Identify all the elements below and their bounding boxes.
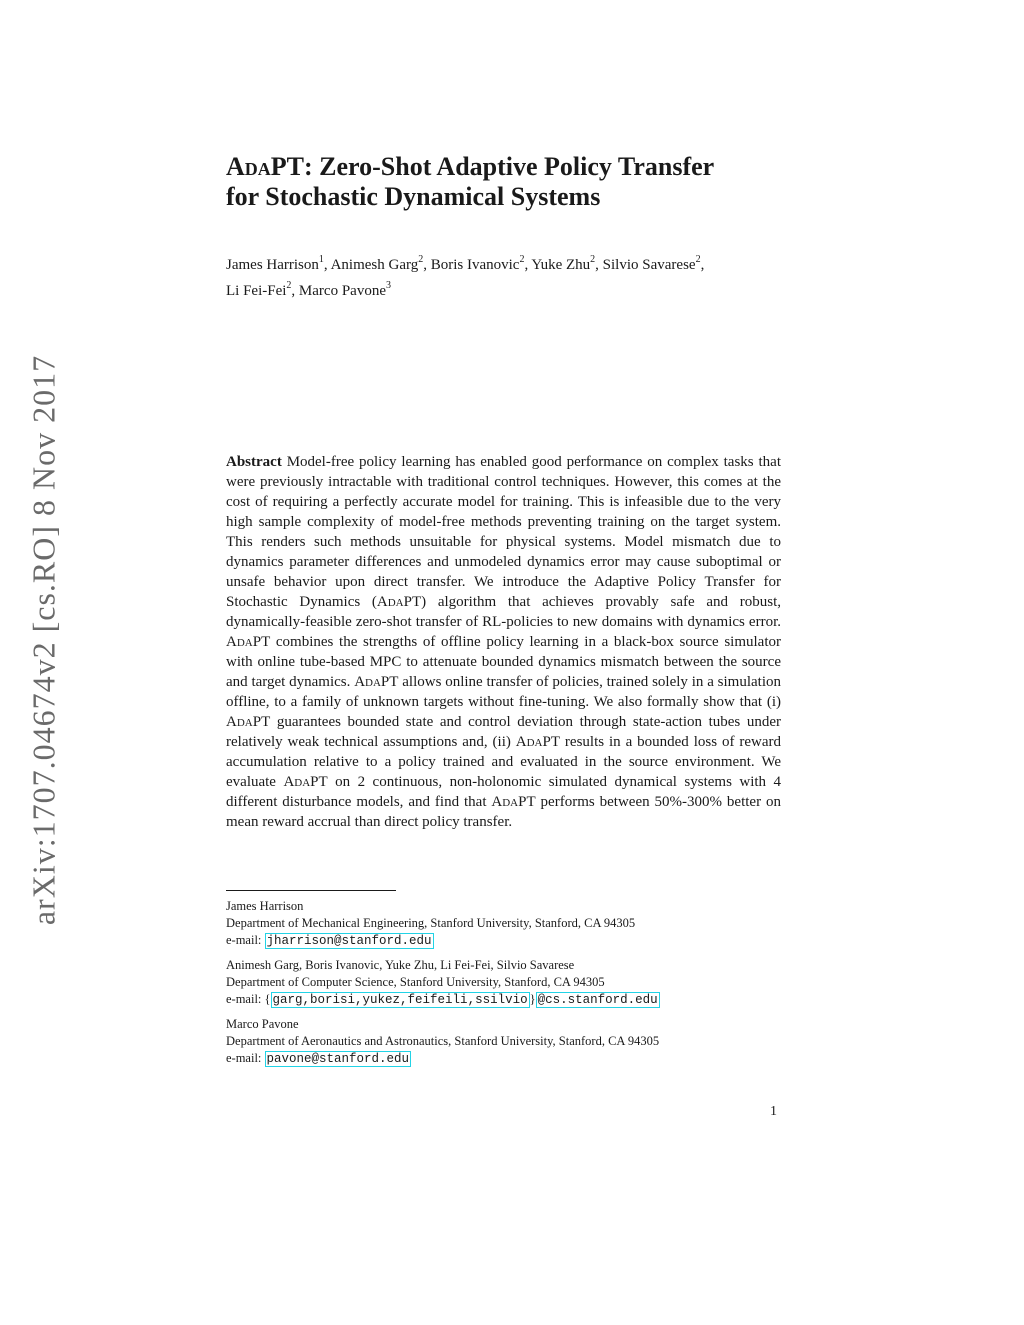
adapt-term: AdaPT bbox=[226, 714, 271, 730]
author-affiliation: 2 bbox=[418, 254, 424, 265]
footnote-name: James Harrison bbox=[226, 899, 304, 913]
email-link[interactable]: pavone@stanford.edu bbox=[266, 1052, 410, 1066]
author-list: James Harrison$^1$, Animesh Garg$^2$, Boris Ivanovic$^2$, Yuke Zhu$^2$, Silvio Savarese$^2$, Li Fei-Fei$^2$, Marco Pavone$^3$ bbox=[226, 254, 705, 299]
title-line2: for Stochastic Dynamical Systems bbox=[226, 182, 601, 211]
author-name: Yuke Zhu bbox=[531, 257, 591, 273]
title-adapt: AdaPT bbox=[226, 152, 304, 181]
adapt-term: AdaPT bbox=[354, 674, 399, 690]
adapt-term: AdaPT bbox=[376, 594, 422, 610]
footnotes bbox=[226, 898, 786, 1075]
author-affiliation: 3 bbox=[385, 280, 391, 291]
author-name: Silvio Savarese bbox=[602, 257, 696, 273]
adapt-term: AdaPT bbox=[491, 794, 536, 810]
author-name: Boris Ivanovic bbox=[430, 257, 520, 273]
author-affiliation: 1 bbox=[318, 254, 324, 265]
footnote-department: Department of Mechanical Engineering, Stanford University, Stanford, CA 94305 bbox=[226, 916, 636, 930]
email-link[interactable]: jharrison@stanford.edu bbox=[266, 934, 432, 948]
footnote-divider bbox=[226, 890, 396, 891]
email-link[interactable]: garg,borisi,yukez,feifeili,ssilvio bbox=[272, 993, 528, 1007]
paper-title bbox=[226, 152, 786, 212]
author-affiliation: 2 bbox=[590, 254, 596, 265]
adapt-term: AdaPT bbox=[515, 734, 561, 750]
footnote-cs-authors: Animesh Garg, Boris Ivanovic, Yuke Zhu, Li Fei-Fei, Silvio Savarese Department of Computer Science, Stanford University, Stanford, CA 94305 e-mail: { garg,borisi,yukez,feifeili,ssilvio } @cs.stanford.edu bbox=[226, 957, 786, 1009]
author-name: Marco Pavone bbox=[298, 283, 386, 299]
footnote-name: Marco Pavone bbox=[226, 1017, 299, 1031]
footnote-name: Animesh Garg, Boris Ivanovic, Yuke Zhu, Li Fei-Fei, Silvio Savarese bbox=[226, 958, 575, 972]
author-name: Li Fei-Fei bbox=[226, 283, 287, 299]
title-line1: : Zero-Shot Adaptive Policy Transfer bbox=[304, 152, 715, 181]
abstract-label: Abstract bbox=[226, 454, 282, 470]
author-affiliation: 2 bbox=[695, 254, 701, 265]
abstract: Abstract Model-free policy learning has enabled good performance on complex tasks that were previously intractable with traditional control techniques. However, this comes at the cost of requiring a perfectly accurate model for training. This is infeasible due to the very high sample complexity of model-free methods preventing training on the target system. This renders such methods unsuitable for physical systems. Model mismatch due to dynamics parameter differences and unmodeled dynamics error may cause suboptimal or unsafe behavior upon direct transfer. We introduce the Adaptive Policy Transfer for Stochastic Dynamics (AdaPT) algorithm that achieves provably safe and robust, dynamically-feasible zero-shot transfer of RL-policies to new domains with dynamics error. AdaPT combines the strengths of offline policy learning in a black-box source simulator with online tube-based MPC to attenuate bounded dynamics mismatch between the source and target dynamics. AdaPT allows online transfer of policies, trained solely in a simulation offline, to a family of unknown targets without fine-tuning. We also formally show that (i) AdaPT guarantees bounded state and control deviation through state-action tubes under relatively weak technical assumptions and, (ii) AdaPT results in a bounded loss of reward accumulation relative to a policy trained and evaluated in the source environment. We evaluate AdaPT on 2 continuous, non-holonomic simulated dynamical systems with 4 different disturbance models, and find that AdaPT performs between 50%-300% better on mean reward accrual than direct policy transfer. bbox=[226, 454, 781, 830]
footnote-department: Department of Computer Science, Stanford University, Stanford, CA 94305 bbox=[226, 975, 605, 989]
footnote-harrison: James Harrison Department of Mechanical Engineering, Stanford University, Stanford, CA 94305 e-mail: jharrison@stanford.edu bbox=[226, 898, 786, 950]
adapt-term: AdaPT bbox=[226, 634, 271, 650]
page-number: 1 bbox=[770, 1104, 777, 1119]
author-name: James Harrison bbox=[226, 257, 319, 273]
email-link[interactable]: @cs.stanford.edu bbox=[537, 993, 658, 1007]
footnote-department: Department of Aeronautics and Astronautics, Stanford University, Stanford, CA 94305 bbox=[226, 1034, 660, 1048]
adapt-term: AdaPT bbox=[283, 774, 328, 790]
author-name: Animesh Garg bbox=[330, 257, 419, 273]
author-affiliation: 2 bbox=[286, 280, 292, 291]
arxiv-identifier: arXiv:1707.04674v2 [cs.RO] 8 Nov 2017 bbox=[25, 354, 62, 926]
footnote-pavone: Marco Pavone Department of Aeronautics and Astronautics, Stanford University, Stanford, CA 94305 e-mail: pavone@stanford.edu bbox=[226, 1016, 786, 1068]
author-affiliation: 2 bbox=[519, 254, 525, 265]
